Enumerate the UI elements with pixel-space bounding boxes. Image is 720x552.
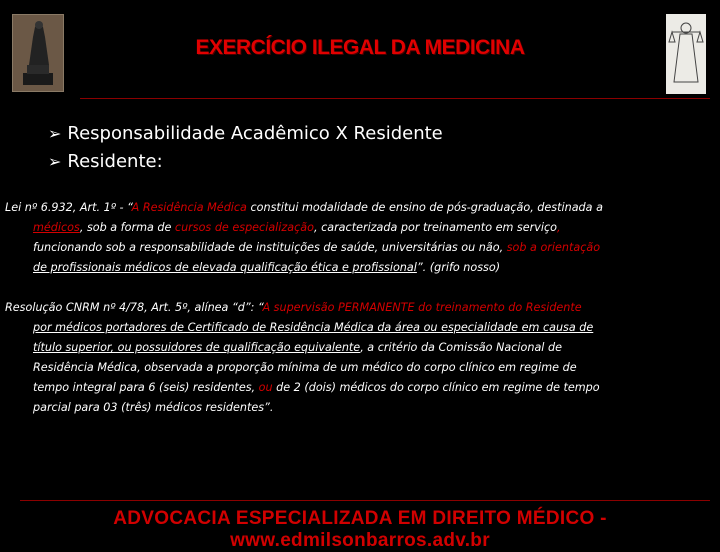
lei-text: constitui modalidade de ensino de pós-graduação, destinada a [246,201,603,214]
lei-highlight: cursos de especialização [174,221,314,234]
lei-text: , caracterizada por treinamento em serviço [313,221,557,234]
res-underlined: por médicos portadores de Certificado de Residência Médica da área ou especialidade em causa de [33,321,594,334]
lei-text: ”. (grifo nosso) [416,261,501,274]
footer-banner: ADVOCACIA ESPECIALIZADA EM DIREITO MÉDICO - www.edmilsonbarros.adv.br [113,508,607,551]
res-highlight: ou [258,381,273,394]
top-divider [80,98,710,99]
arrow-bullet-icon: ➢ [48,124,62,143]
lei-highlight: sob a orientação [506,241,601,254]
res-highlight: A supervisão PERMANENTE do treinamento do Residente [262,301,582,314]
bullet-text: Responsabilidade Acadêmico X Residente [67,123,443,144]
lei-text: , sob a forma de [79,221,175,234]
res-text: parcial para 03 (três) médicos residentes”. [33,401,274,414]
res-text: de 2 (dois) médicos do corpo clínico em regime de tempo [272,381,600,394]
bullet-text: Residente: [67,151,163,172]
lei-text: , [556,221,561,234]
arrow-bullet-icon: ➢ [48,152,62,171]
lei-text: Lei nº 6.932, Art. 1º - “ [5,201,132,214]
resolucao-paragraph [5,298,715,418]
res-text: Resolução CNRM nº 4/78, Art. 5º, alínea “d”: “ [5,301,263,314]
res-underlined: título superior, ou possuidores de qualificação equivalente [33,341,361,354]
res-text: Residência Médica, observada a proporção mínima de um médico do corpo clínico em regime de [33,361,577,374]
lei-text: funcionando sob a responsabilidade de instituições de saúde, universitárias ou não, [33,241,507,254]
res-text: , a critério da Comissão Nacional de [360,341,562,354]
lei-highlight: médicos [33,221,80,234]
res-text: tempo integral para 6 (seis) residentes, [33,381,259,394]
bullet-item [48,120,443,148]
page-title: EXERCÍCIO ILEGAL DA MEDICINA [195,36,525,59]
bullet-item [48,148,443,176]
lei-highlight: A Residência Médica [131,201,247,214]
lei-paragraph [5,198,715,278]
bullet-list [48,120,443,176]
bottom-divider [20,500,710,501]
lei-underlined: de profissionais médicos de elevada qualificação ética e profissional [33,261,417,274]
